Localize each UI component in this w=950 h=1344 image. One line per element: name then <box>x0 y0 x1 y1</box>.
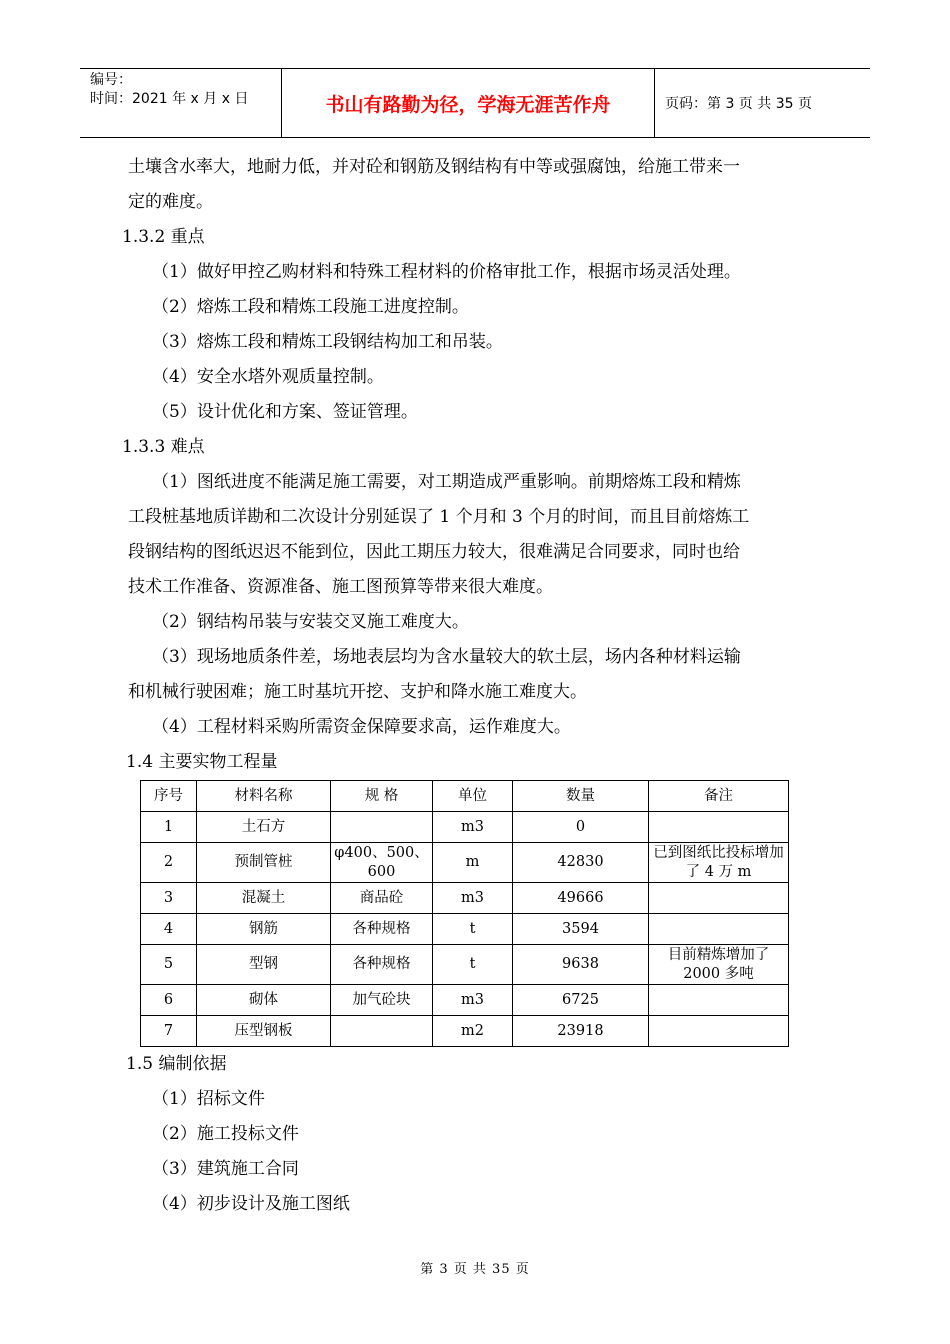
table-cell: m <box>433 843 513 883</box>
table-cell: 各种规格 <box>331 914 433 945</box>
table-cell: 压型钢板 <box>197 1016 331 1047</box>
table-header-cell: 规 格 <box>331 781 433 812</box>
page-footer: 第 3 页 共 35 页 <box>420 1262 530 1277</box>
table-row <box>141 883 789 914</box>
page-header <box>80 68 870 138</box>
table-cell: 商品砼 <box>331 883 433 914</box>
table-cell: 3594 <box>513 914 649 945</box>
list-item: （1）招标文件 <box>152 1089 265 1109</box>
table-header-cell: 材料名称 <box>197 781 331 812</box>
table-cell: t <box>433 914 513 945</box>
table-cell: m2 <box>433 1016 513 1047</box>
paragraph-line: 技术工作准备、资源准备、施工图预算等带来很大难度。 <box>128 577 553 597</box>
section-title-1-3-3: 1.3.3 难点 <box>122 437 205 457</box>
table-cell: 预制管桩 <box>197 843 331 883</box>
header-number: 编号： <box>90 72 132 88</box>
table-cell <box>649 914 789 945</box>
list-item: （3）熔炼工段和精炼工段钢结构加工和吊装。 <box>152 332 503 352</box>
paragraph-line: （2）钢结构吊装与安装交叉施工难度大。 <box>152 612 469 632</box>
paragraph-line: （3）现场地质条件差，场地表层均为含水量较大的软土层，场内各种材料运输 <box>152 647 741 667</box>
table-row <box>141 914 789 945</box>
header-time: 时间：2021 年 x 月 x 日 <box>90 91 249 107</box>
table-cell: 目前精炼增加了 2000 多吨 <box>649 945 789 985</box>
section-title-1-5: 1.5 编制依据 <box>126 1054 227 1074</box>
list-item: （4）初步设计及施工图纸 <box>152 1194 350 1214</box>
table-cell: 混凝土 <box>197 883 331 914</box>
table-cell: 0 <box>513 812 649 843</box>
table-cell: 砌体 <box>197 985 331 1016</box>
table-cell: 加气砼块 <box>331 985 433 1016</box>
table-header-row <box>141 781 789 812</box>
table-cell: 2 <box>141 843 197 883</box>
list-item: （1）做好甲控乙购材料和特殊工程材料的价格审批工作，根据市场灵活处理。 <box>152 262 741 282</box>
table-cell: t <box>433 945 513 985</box>
table-cell: 6725 <box>513 985 649 1016</box>
list-item: （2）熔炼工段和精炼工段施工进度控制。 <box>152 297 469 317</box>
table-cell <box>649 1016 789 1047</box>
table-cell: m3 <box>433 883 513 914</box>
document-body <box>122 150 824 1222</box>
table-cell: 49666 <box>513 883 649 914</box>
header-motto: 书山有路勤为径，学海无涯苦作舟 <box>282 69 655 137</box>
intro-line: 定的难度。 <box>128 192 213 212</box>
table-row <box>141 945 789 985</box>
table-cell: 已到图纸比投标增加了 4 万 m <box>649 843 789 883</box>
table-cell: 6 <box>141 985 197 1016</box>
table-cell: 5 <box>141 945 197 985</box>
table-cell <box>649 883 789 914</box>
list-item: （3）建筑施工合同 <box>152 1159 299 1179</box>
table-cell: m3 <box>433 985 513 1016</box>
table-row <box>141 843 789 883</box>
table-header-cell: 备注 <box>649 781 789 812</box>
paragraph-line: （1）图纸进度不能满足施工需要，对工期造成严重影响。前期熔炼工段和精炼 <box>152 472 741 492</box>
table-cell: 钢筋 <box>197 914 331 945</box>
table-cell: 7 <box>141 1016 197 1047</box>
table-row <box>141 985 789 1016</box>
table-cell <box>649 985 789 1016</box>
table-cell: 42830 <box>513 843 649 883</box>
section-title-1-3-2: 1.3.2 重点 <box>122 227 205 247</box>
table-cell: φ400、500、600 <box>331 843 433 883</box>
header-meta <box>80 69 282 137</box>
table-cell: 9638 <box>513 945 649 985</box>
list-item: （2）施工投标文件 <box>152 1124 299 1144</box>
paragraph-line: 和机械行驶困难；施工时基坑开挖、支护和降水施工难度大。 <box>128 682 587 702</box>
list-item: （4）安全水塔外观质量控制。 <box>152 367 384 387</box>
intro-line: 土壤含水率大，地耐力低，并对砼和钢筋及钢结构有中等或强腐蚀，给施工带来一 <box>128 157 740 177</box>
table-cell: 1 <box>141 812 197 843</box>
table-cell: 4 <box>141 914 197 945</box>
table-cell <box>649 812 789 843</box>
table-cell <box>331 812 433 843</box>
table-row <box>141 1016 789 1047</box>
paragraph-line: 段钢结构的图纸迟迟不能到位，因此工期压力较大，很难满足合同要求，同时也给 <box>128 542 740 562</box>
section-title-1-4: 1.4 主要实物工程量 <box>126 752 278 772</box>
table-header-cell: 序号 <box>141 781 197 812</box>
quantity-table <box>140 780 789 1047</box>
paragraph-line: （4）工程材料采购所需资金保障要求高，运作难度大。 <box>152 717 571 737</box>
table-cell: m3 <box>433 812 513 843</box>
table-cell: 23918 <box>513 1016 649 1047</box>
header-page-info: 页码：第 3 页 共 35 页 <box>665 96 812 112</box>
table-header-cell: 单位 <box>433 781 513 812</box>
table-cell <box>331 1016 433 1047</box>
table-header-cell: 数量 <box>513 781 649 812</box>
list-item: （5）设计优化和方案、签证管理。 <box>152 402 418 422</box>
table-cell: 型钢 <box>197 945 331 985</box>
table-cell: 土石方 <box>197 812 331 843</box>
table-cell: 各种规格 <box>331 945 433 985</box>
paragraph-line: 工段桩基地质详勘和二次设计分别延误了 1 个月和 3 个月的时间，而且目前熔炼工 <box>128 507 750 527</box>
table-cell: 3 <box>141 883 197 914</box>
table-row <box>141 812 789 843</box>
